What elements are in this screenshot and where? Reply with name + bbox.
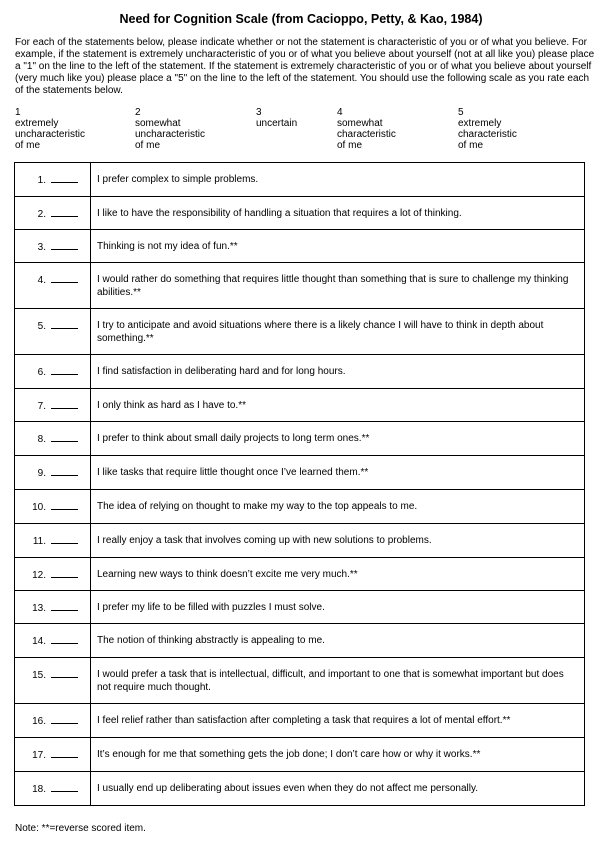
item-number-cell: [15, 772, 91, 806]
scale-label-line: characteristic: [337, 129, 396, 140]
item-number-cell: [15, 490, 91, 524]
response-line[interactable]: [51, 173, 78, 183]
scale-label-line: of me: [135, 140, 161, 151]
table-row: [15, 490, 585, 524]
item-statement: It’s enough for me that something gets the job done; I don’t care how or why it works.**: [91, 738, 585, 772]
item-number: 7.: [37, 401, 46, 412]
item-number-cell: [15, 163, 91, 197]
table-row: [15, 163, 585, 197]
scale-number: 1: [15, 107, 21, 118]
item-statement: I find satisfaction in deliberating hard and for long hours.: [91, 355, 585, 389]
response-line[interactable]: [51, 534, 78, 544]
item-number-cell: [15, 389, 91, 422]
item-number-cell: [15, 558, 91, 591]
response-line[interactable]: [51, 432, 78, 442]
page-title: Need for Cognition Scale (from Cacioppo, Petty, & Kao, 1984): [119, 12, 483, 26]
table-row: [15, 355, 585, 389]
item-number-cell: [15, 309, 91, 355]
footnote: Note: **=reverse scored item.: [15, 823, 146, 834]
item-number-cell: [15, 456, 91, 490]
table-row: [15, 704, 585, 738]
item-number-cell: [15, 422, 91, 456]
item-statement: I really enjoy a task that involves coming up with new solutions to problems.: [91, 524, 585, 558]
response-line[interactable]: [51, 634, 78, 644]
scale-option-5: [458, 107, 517, 151]
scale-label-line: uncharacteristic: [135, 129, 206, 140]
item-number-cell: [15, 658, 91, 704]
item-number: 2.: [37, 209, 46, 220]
scale-number: 4: [337, 107, 343, 118]
item-statement: I only think as hard as I have to.**: [91, 389, 585, 422]
scale-number: 2: [135, 107, 141, 118]
item-number-cell: [15, 230, 91, 263]
response-line[interactable]: [51, 568, 78, 578]
item-number: 6.: [37, 367, 46, 378]
item-number: 9.: [37, 468, 46, 479]
scale-number: 3: [256, 107, 262, 118]
item-statement: The notion of thinking abstractly is appealing to me.: [91, 624, 585, 658]
item-statement: I would rather do something that requires little thought than something that is sure to challenge my thinking abilities.**: [91, 263, 585, 309]
table-row: [15, 309, 585, 355]
item-number-cell: [15, 738, 91, 772]
scale-number: 5: [458, 107, 464, 118]
item-number: 15.: [32, 670, 46, 681]
item-statement: The idea of relying on thought to make my way to the top appeals to me.: [91, 490, 585, 524]
item-number-cell: [15, 591, 91, 624]
item-number-cell: [15, 263, 91, 309]
item-number: 18.: [32, 784, 46, 795]
table-row: [15, 230, 585, 263]
item-number-cell: [15, 624, 91, 658]
item-statement: I prefer my life to be filled with puzzles I must solve.: [91, 591, 585, 624]
table-row: [15, 456, 585, 490]
scale-label-line: of me: [337, 140, 363, 151]
item-number-cell: [15, 524, 91, 558]
response-line[interactable]: [51, 273, 78, 283]
table-row: [15, 624, 585, 658]
table-row: [15, 524, 585, 558]
item-number: 4.: [37, 275, 46, 286]
item-number: 14.: [32, 636, 46, 647]
item-number: 1.: [37, 175, 46, 186]
table-row: [15, 591, 585, 624]
table-row: [15, 197, 585, 230]
response-line[interactable]: [51, 240, 78, 250]
item-number-cell: [15, 355, 91, 389]
response-line[interactable]: [51, 466, 78, 476]
table-row: [15, 738, 585, 772]
response-line[interactable]: [51, 207, 78, 217]
scale-label-line: extremely: [15, 118, 59, 129]
item-number: 17.: [32, 750, 46, 761]
response-line[interactable]: [51, 319, 78, 329]
scale-option-2: [135, 107, 205, 151]
item-statement: I try to anticipate and avoid situations where there is a likely chance I will have to think in depth about something.**: [91, 309, 585, 355]
scale-label-line: characteristic: [458, 129, 517, 140]
response-line[interactable]: [51, 365, 78, 375]
table-row: [15, 772, 585, 806]
scale-option-3: [256, 107, 297, 129]
response-line[interactable]: [51, 399, 78, 409]
item-statement: I would prefer a task that is intellectual, difficult, and important to one that is somewhat important but does not require much thought.: [91, 658, 585, 704]
item-number: 3.: [37, 242, 46, 253]
item-number-cell: [15, 197, 91, 230]
table-row: [15, 658, 585, 704]
response-line[interactable]: [51, 748, 78, 758]
item-number: 5.: [37, 321, 46, 332]
table-row: [15, 263, 585, 309]
item-statement: I like to have the responsibility of handling a situation that requires a lot of thinking.: [91, 197, 585, 230]
item-number: 16.: [32, 716, 46, 727]
response-line[interactable]: [51, 714, 78, 724]
item-statement: I usually end up deliberating about issues even when they do not affect me personally.: [91, 772, 585, 806]
item-number: 8.: [37, 434, 46, 445]
item-number: 12.: [32, 570, 46, 581]
response-line[interactable]: [51, 601, 78, 611]
scale-label-line: uncharacteristic: [15, 129, 86, 140]
item-statement: Learning new ways to think doesn’t excite me very much.**: [91, 558, 585, 591]
response-line[interactable]: [51, 782, 78, 792]
response-line[interactable]: [51, 668, 78, 678]
scale-label-line: somewhat: [337, 118, 383, 129]
item-number: 10.: [32, 502, 46, 513]
instructions-paragraph: For each of the statements below, please indicate whether or not the statement is characteristic of you or of what you believe. For example, if the statement is extremely uncharacteristic of you or of what you believe about yourself (not at all like you) please place a "1" on the line to the left of the statement. If the statement is extremely characteristic of you or of what you believe about yourself (very much like you) please place a "5" on the line to the left of the statement. You should use the following scale as you rate each of the statements below.: [15, 37, 595, 96]
item-number-cell: [15, 704, 91, 738]
table-row: [15, 422, 585, 456]
scale-label-line: uncertain: [256, 118, 298, 129]
scale-option-4: [337, 107, 396, 151]
item-statement: I prefer complex to simple problems.: [91, 163, 585, 197]
table-row: [15, 558, 585, 591]
item-statement: I like tasks that require little thought once I’ve learned them.**: [91, 456, 585, 490]
scale-option-1: [15, 107, 85, 151]
scale-label-line: of me: [15, 140, 41, 151]
item-statement: Thinking is not my idea of fun.**: [91, 230, 585, 263]
scale-label-line: somewhat: [135, 118, 181, 129]
table-row: [15, 389, 585, 422]
scale-label-line: extremely: [458, 118, 502, 129]
item-statement: I feel relief rather than satisfaction after completing a task that requires a lot of mental effort.**: [91, 704, 585, 738]
item-number: 13.: [32, 603, 46, 614]
response-line[interactable]: [51, 500, 78, 510]
item-statement: I prefer to think about small daily projects to long term ones.**: [91, 422, 585, 456]
scale-label-line: of me: [458, 140, 484, 151]
item-number: 11.: [32, 536, 46, 547]
items-table: [14, 162, 585, 806]
